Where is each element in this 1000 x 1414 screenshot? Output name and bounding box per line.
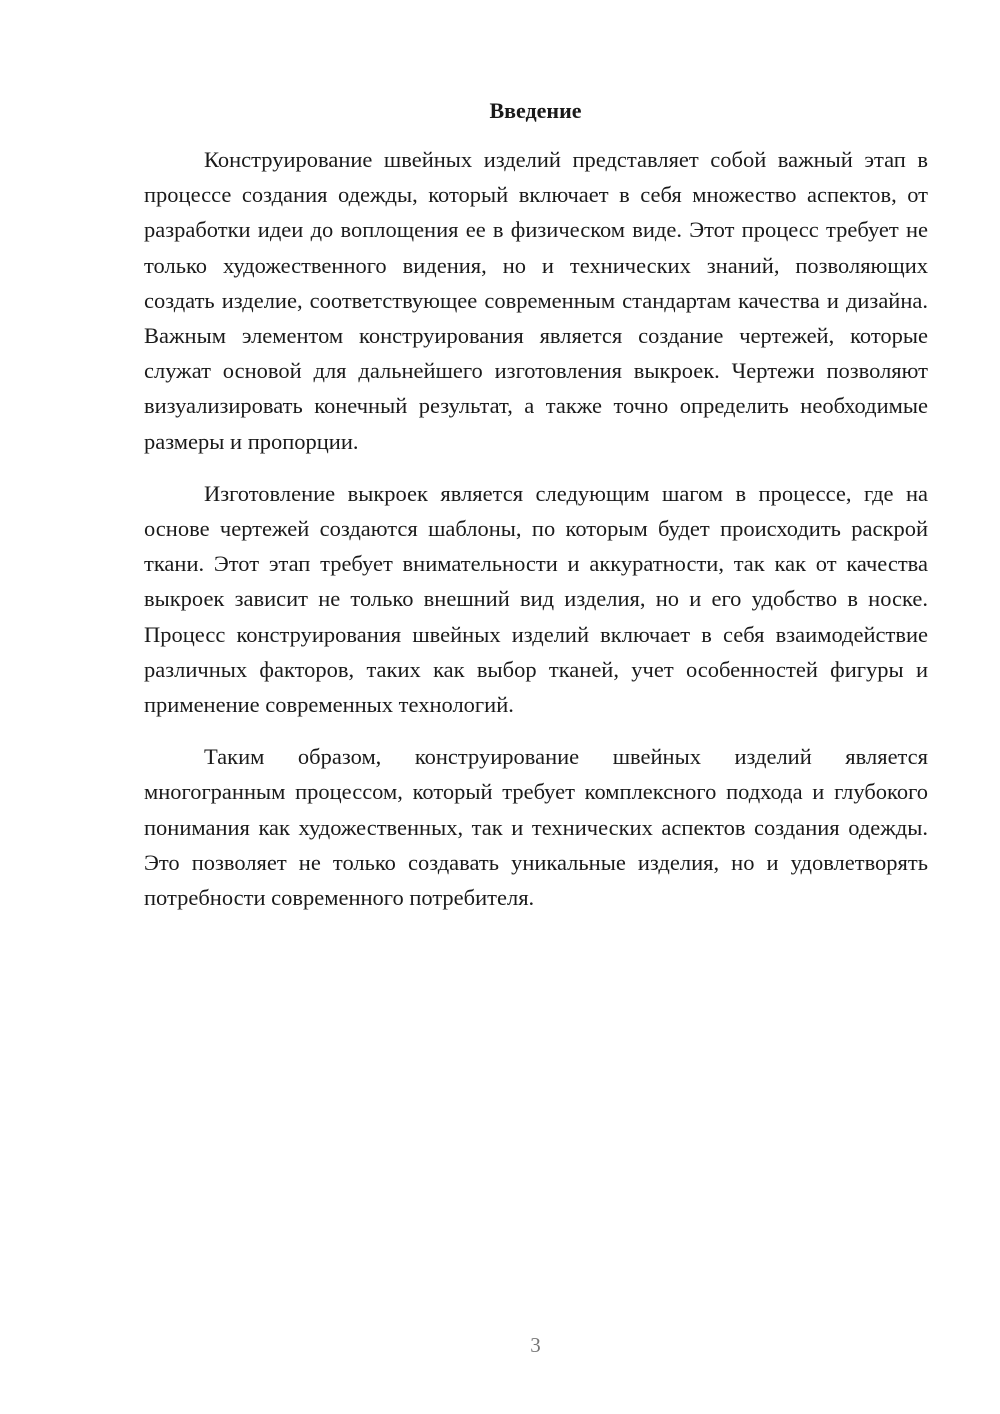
section-heading: Введение bbox=[489, 98, 582, 123]
paragraph: Таким образом, конструирование швейных изделий является многогранным процессом, который требует комплексного подхода и глубокого понимания как художественных, так и технических аспектов создания одежды. Это позволяет не только создавать уникальные изделия, но и удовлетворять потребности современного потребителя. bbox=[144, 744, 928, 911]
body-text bbox=[144, 142, 928, 932]
paragraph: Изготовление выкроек является следующим шагом в процессе, где на основе чертежей создаются шаблоны, по которым будет происходить раскрой ткани. Этот этап требует внимательности и аккуратности, так как от качества выкроек зависит не только внешний вид изделия, но и его удобство в носке. Процесс конструирования швейных изделий включает в себя взаимодействие различных факторов, таких как выбор тканей, учет особенностей фигуры и применение современных технологий. bbox=[144, 480, 928, 718]
page-number: 3 bbox=[530, 1333, 541, 1357]
paragraph: Конструирование швейных изделий представляет собой важный этап в процессе создания одежды, который включает в себя множество аспектов, от разработки идеи до воплощения ее в физическом виде. Этот процесс требует не только художественного видения, но и технических знаний, позволяющих создать изделие, соответствующее современным стандартам качества и дизайна. Важным элементом конструирования является создание чертежей, которые служат основой для дальнейшего изготовления выкроек. Чертежи позволяют визуализировать конечный результат, а также точно определить необходимые размеры и пропорции. bbox=[144, 147, 928, 454]
